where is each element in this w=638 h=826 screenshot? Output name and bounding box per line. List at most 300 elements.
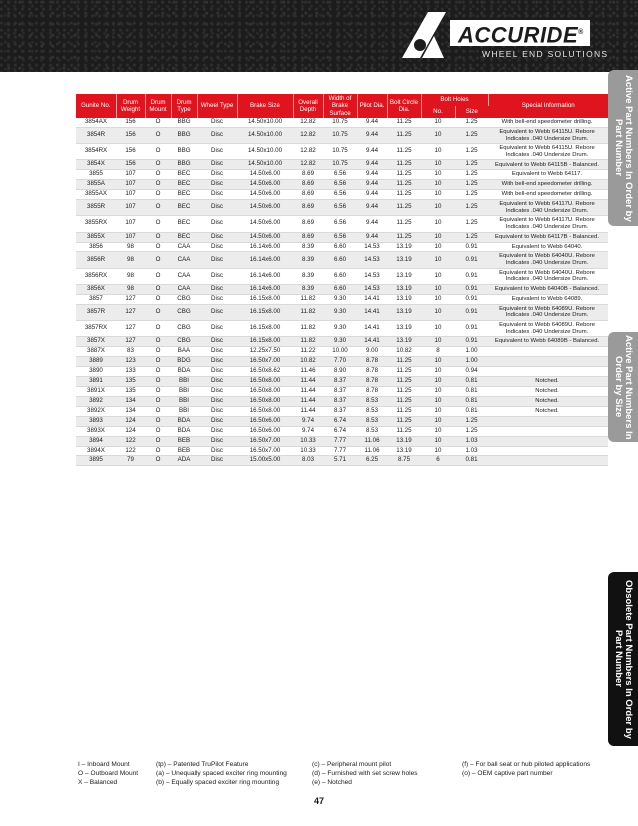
cell-drum-mount: O xyxy=(145,386,171,396)
cell-drum-mount: O xyxy=(145,367,171,377)
header-drum-mount: Drum Mount xyxy=(145,94,171,118)
tab-active-by-number-label: Active Part Numbers In Order by Part Number xyxy=(613,74,634,222)
cell-drum-weight: 135 xyxy=(116,376,145,386)
cell-special-info: With bell-end speedometer drilling. xyxy=(488,118,608,127)
cell-drum-weight: 127 xyxy=(116,304,145,320)
cell-pilot-dia: 9.44 xyxy=(357,232,387,242)
cell-gunite-no: 3893X xyxy=(76,426,116,436)
cell-width-brake-surface: 7.77 xyxy=(323,446,357,456)
cell-bolt-no: 10 xyxy=(421,160,455,170)
cell-brake-size: 16.50x7.00 xyxy=(237,357,293,367)
cell-wheel-type: Disc xyxy=(197,160,237,170)
cell-bolt-size: 1.25 xyxy=(455,144,488,160)
cell-bolt-circle-dia: 11.25 xyxy=(387,160,421,170)
cell-pilot-dia: 14.53 xyxy=(357,242,387,252)
cell-gunite-no: 3857X xyxy=(76,337,116,347)
cell-drum-weight: 107 xyxy=(116,200,145,216)
legend-item: (e) – Notched xyxy=(312,779,352,787)
cell-pilot-dia: 9.44 xyxy=(357,118,387,127)
cell-bolt-circle-dia: 13.19 xyxy=(387,284,421,294)
cell-drum-type: BDG xyxy=(171,357,197,367)
legend-pilots xyxy=(312,760,418,788)
cell-wheel-type: Disc xyxy=(197,347,237,357)
cell-bolt-circle-dia: 11.25 xyxy=(387,357,421,367)
cell-drum-mount: O xyxy=(145,170,171,180)
cell-pilot-dia: 8.53 xyxy=(357,406,387,416)
cell-wheel-type: Disc xyxy=(197,337,237,347)
cell-bolt-size: 0.91 xyxy=(455,337,488,347)
cell-pilot-dia: 14.41 xyxy=(357,320,387,336)
cell-brake-size: 16.15x8.00 xyxy=(237,337,293,347)
cell-bolt-no: 10 xyxy=(421,406,455,416)
cell-drum-type: ADA xyxy=(171,456,197,466)
cell-brake-size: 16.50x8.00 xyxy=(237,406,293,416)
cell-brake-size: 14.50x10.00 xyxy=(237,160,293,170)
cell-drum-mount: O xyxy=(145,416,171,426)
cell-brake-size: 16.15x8.00 xyxy=(237,320,293,336)
table-row xyxy=(76,426,608,436)
cell-special-info: Equivalent to Webb 64040U. Rebore Indicates .040 Undersize Drum. xyxy=(488,252,608,268)
cell-bolt-no: 10 xyxy=(421,304,455,320)
cell-drum-weight: 156 xyxy=(116,118,145,127)
table-row xyxy=(76,284,608,294)
cell-overall-depth: 9.74 xyxy=(293,426,323,436)
cell-bolt-no: 10 xyxy=(421,118,455,127)
table-row xyxy=(76,170,608,180)
legend-item: (a) – Unequally spaced exciter ring mounting xyxy=(156,770,287,778)
cell-width-brake-surface: 7.77 xyxy=(323,436,357,446)
cell-bolt-circle-dia: 8.75 xyxy=(387,456,421,466)
cell-drum-mount: O xyxy=(145,144,171,160)
cell-bolt-no: 10 xyxy=(421,190,455,200)
cell-wheel-type: Disc xyxy=(197,127,237,143)
legend-item: X – Balanced xyxy=(78,779,118,787)
cell-brake-size: 14.50x6.00 xyxy=(237,200,293,216)
cell-drum-mount: O xyxy=(145,436,171,446)
cell-special-info: Equivalent to Webb 64089. xyxy=(488,294,608,304)
table-row xyxy=(76,200,608,216)
cell-pilot-dia: 14.41 xyxy=(357,294,387,304)
cell-width-brake-surface: 10.75 xyxy=(323,118,357,127)
cell-brake-size: 16.50x8.00 xyxy=(237,396,293,406)
cell-drum-weight: 83 xyxy=(116,347,145,357)
cell-brake-size: 14.50x10.00 xyxy=(237,144,293,160)
cell-wheel-type: Disc xyxy=(197,294,237,304)
cell-bolt-circle-dia: 11.25 xyxy=(387,216,421,232)
cell-bolt-size: 0.91 xyxy=(455,304,488,320)
table-row xyxy=(76,180,608,190)
cell-brake-size: 16.50x8.00 xyxy=(237,376,293,386)
cell-gunite-no: 3854RX xyxy=(76,144,116,160)
cell-special-info: Equivalent to Webb 64115U. Rebore Indicates .040 Undersize Drum. xyxy=(488,127,608,143)
cell-overall-depth: 10.82 xyxy=(293,357,323,367)
cell-bolt-circle-dia: 11.25 xyxy=(387,144,421,160)
cell-overall-depth: 8.69 xyxy=(293,200,323,216)
cell-overall-depth: 11.82 xyxy=(293,294,323,304)
legend-item: I – Inboard Mount xyxy=(78,761,130,768)
cell-pilot-dia: 9.44 xyxy=(357,144,387,160)
cell-bolt-size: 0.91 xyxy=(455,294,488,304)
cell-width-brake-surface: 6.56 xyxy=(323,216,357,232)
cell-wheel-type: Disc xyxy=(197,386,237,396)
cell-drum-weight: 156 xyxy=(116,160,145,170)
cell-special-info: Equivalent to Webb 64040. xyxy=(488,242,608,252)
cell-bolt-no: 10 xyxy=(421,426,455,436)
cell-gunite-no: 3891X xyxy=(76,386,116,396)
tab-active-by-number[interactable] xyxy=(608,70,638,226)
cell-special-info: Equivalent to Webb 64089B - Balanced. xyxy=(488,337,608,347)
cell-drum-type: CBG xyxy=(171,294,197,304)
cell-width-brake-surface: 6.74 xyxy=(323,426,357,436)
cell-drum-type: BEC xyxy=(171,232,197,242)
table-row xyxy=(76,294,608,304)
cell-bolt-no: 10 xyxy=(421,216,455,232)
cell-drum-mount: O xyxy=(145,446,171,456)
cell-gunite-no: 3855 xyxy=(76,170,116,180)
cell-overall-depth: 12.82 xyxy=(293,127,323,143)
cell-gunite-no: 3856RX xyxy=(76,268,116,284)
cell-bolt-circle-dia: 11.25 xyxy=(387,118,421,127)
cell-drum-weight: 134 xyxy=(116,396,145,406)
cell-pilot-dia: 8.53 xyxy=(357,396,387,406)
cell-wheel-type: Disc xyxy=(197,232,237,242)
cell-bolt-no: 10 xyxy=(421,242,455,252)
cell-overall-depth: 11.82 xyxy=(293,304,323,320)
cell-drum-type: BAA xyxy=(171,347,197,357)
cell-bolt-no: 10 xyxy=(421,376,455,386)
cell-wheel-type: Disc xyxy=(197,268,237,284)
cell-drum-type: BEB xyxy=(171,436,197,446)
cell-wheel-type: Disc xyxy=(197,118,237,127)
cell-wheel-type: Disc xyxy=(197,416,237,426)
cell-drum-weight: 107 xyxy=(116,216,145,232)
cell-overall-depth: 11.46 xyxy=(293,367,323,377)
cell-overall-depth: 10.33 xyxy=(293,446,323,456)
cell-gunite-no: 3890 xyxy=(76,367,116,377)
cell-width-brake-surface: 6.60 xyxy=(323,252,357,268)
cell-drum-weight: 156 xyxy=(116,127,145,143)
cell-special-info xyxy=(488,367,608,377)
header-gunite-no: Gunite No. xyxy=(76,94,116,118)
cell-special-info xyxy=(488,416,608,426)
cell-brake-size: 14.50x6.00 xyxy=(237,190,293,200)
cell-gunite-no: 3892 xyxy=(76,396,116,406)
cell-wheel-type: Disc xyxy=(197,242,237,252)
cell-bolt-size: 0.91 xyxy=(455,284,488,294)
cell-drum-type: CAA xyxy=(171,242,197,252)
cell-gunite-no: 3856 xyxy=(76,242,116,252)
cell-width-brake-surface: 7.70 xyxy=(323,357,357,367)
cell-overall-depth: 11.82 xyxy=(293,320,323,336)
cell-gunite-no: 3857RX xyxy=(76,320,116,336)
cell-brake-size: 16.14x6.00 xyxy=(237,284,293,294)
cell-drum-mount: O xyxy=(145,127,171,143)
cell-bolt-circle-dia: 13.19 xyxy=(387,337,421,347)
cell-wheel-type: Disc xyxy=(197,436,237,446)
cell-brake-size: 16.14x6.00 xyxy=(237,242,293,252)
legend-item: (b) – Equally spaced exciter ring mounting xyxy=(156,779,280,787)
cell-bolt-no: 10 xyxy=(421,180,455,190)
cell-width-brake-surface: 6.56 xyxy=(323,200,357,216)
cell-pilot-dia: 9.44 xyxy=(357,170,387,180)
cell-overall-depth: 8.69 xyxy=(293,232,323,242)
table-row xyxy=(76,436,608,446)
cell-bolt-circle-dia: 11.25 xyxy=(387,367,421,377)
cell-drum-weight: 124 xyxy=(116,416,145,426)
cell-bolt-size: 0.91 xyxy=(455,242,488,252)
cell-bolt-no: 10 xyxy=(421,337,455,347)
cell-pilot-dia: 8.78 xyxy=(357,357,387,367)
legend-item: (o) – OEM captive part number xyxy=(462,770,553,778)
cell-wheel-type: Disc xyxy=(197,426,237,436)
cell-width-brake-surface: 6.60 xyxy=(323,268,357,284)
cell-bolt-circle-dia: 11.25 xyxy=(387,376,421,386)
cell-width-brake-surface: 9.30 xyxy=(323,294,357,304)
table-row xyxy=(76,118,608,127)
cell-special-info: With bell-end speedometer drilling. xyxy=(488,190,608,200)
cell-special-info xyxy=(488,357,608,367)
cell-wheel-type: Disc xyxy=(197,367,237,377)
cell-overall-depth: 12.82 xyxy=(293,144,323,160)
cell-special-info xyxy=(488,436,608,446)
table-row xyxy=(76,268,608,284)
cell-drum-type: BDA xyxy=(171,416,197,426)
cell-overall-depth: 12.82 xyxy=(293,160,323,170)
cell-gunite-no: 3895 xyxy=(76,456,116,466)
cell-gunite-no: 3889 xyxy=(76,357,116,367)
cell-bolt-circle-dia: 11.25 xyxy=(387,200,421,216)
page-number: 47 xyxy=(313,796,324,806)
tab-obsolete-by-number[interactable] xyxy=(608,572,638,746)
cell-drum-weight: 122 xyxy=(116,446,145,456)
cell-pilot-dia: 9.44 xyxy=(357,160,387,170)
table-row xyxy=(76,456,608,466)
cell-bolt-size: 0.81 xyxy=(455,456,488,466)
cell-gunite-no: 3855A xyxy=(76,180,116,190)
cell-drum-type: BBG xyxy=(171,160,197,170)
cell-special-info: Notched. xyxy=(488,386,608,396)
cell-bolt-size: 0.91 xyxy=(455,268,488,284)
cell-drum-mount: O xyxy=(145,426,171,436)
cell-bolt-circle-dia: 13.19 xyxy=(387,320,421,336)
legend-item: (c) – Peripheral mount pilot xyxy=(312,761,392,768)
cell-width-brake-surface: 9.30 xyxy=(323,337,357,347)
header-bolt-size: Size xyxy=(455,106,488,118)
cell-gunite-no: 3854R xyxy=(76,127,116,143)
cell-drum-weight: 107 xyxy=(116,170,145,180)
cell-brake-size: 14.50x10.00 xyxy=(237,118,293,127)
cell-width-brake-surface: 8.90 xyxy=(323,367,357,377)
cell-bolt-circle-dia: 11.25 xyxy=(387,386,421,396)
cell-width-brake-surface: 8.37 xyxy=(323,376,357,386)
cell-bolt-size: 0.94 xyxy=(455,367,488,377)
cell-special-info xyxy=(488,347,608,357)
cell-drum-weight: 127 xyxy=(116,337,145,347)
header-banner xyxy=(0,0,638,72)
cell-special-info: Notched. xyxy=(488,406,608,416)
cell-bolt-circle-dia: 11.25 xyxy=(387,416,421,426)
cell-drum-type: CBG xyxy=(171,337,197,347)
cell-bolt-size: 1.25 xyxy=(455,180,488,190)
cell-bolt-no: 10 xyxy=(421,144,455,160)
cell-gunite-no: 3856X xyxy=(76,284,116,294)
cell-pilot-dia: 9.44 xyxy=(357,127,387,143)
cell-special-info: Equivalent to Webb 64115B - Balanced. xyxy=(488,160,608,170)
table-row xyxy=(76,416,608,426)
legend-item: O – Outboard Mount xyxy=(78,770,139,778)
cell-drum-type: BBI xyxy=(171,406,197,416)
cell-special-info: Equivalent to Webb 64089U. Rebore Indicates .040 Undersize Drum. xyxy=(488,304,608,320)
table-row xyxy=(76,367,608,377)
cell-special-info: Equivalent to Webb 64089U. Rebore Indicates .040 Undersize Drum. xyxy=(488,320,608,336)
cell-gunite-no: 3887X xyxy=(76,347,116,357)
table-body xyxy=(76,118,608,466)
cell-overall-depth: 8.69 xyxy=(293,190,323,200)
cell-bolt-circle-dia: 11.25 xyxy=(387,180,421,190)
table-row xyxy=(76,252,608,268)
cell-bolt-no: 10 xyxy=(421,446,455,456)
cell-special-info: With bell-end speedometer drilling. xyxy=(488,180,608,190)
cell-special-info: Equivalent to Webb 64117U. Rebore Indicates .040 Undersize Drum. xyxy=(488,216,608,232)
cell-brake-size: 16.50x7.00 xyxy=(237,436,293,446)
part-table xyxy=(76,94,608,466)
cell-wheel-type: Disc xyxy=(197,446,237,456)
cell-pilot-dia: 14.53 xyxy=(357,252,387,268)
cell-drum-type: BBI xyxy=(171,376,197,386)
cell-width-brake-surface: 6.60 xyxy=(323,284,357,294)
cell-width-brake-surface: 6.56 xyxy=(323,180,357,190)
cell-pilot-dia: 8.53 xyxy=(357,416,387,426)
cell-width-brake-surface: 9.30 xyxy=(323,320,357,336)
cell-brake-size: 16.14x6.00 xyxy=(237,268,293,284)
cell-drum-mount: O xyxy=(145,357,171,367)
table-row xyxy=(76,242,608,252)
cell-bolt-no: 10 xyxy=(421,294,455,304)
cell-width-brake-surface: 10.75 xyxy=(323,160,357,170)
cell-brake-size: 16.50x7.00 xyxy=(237,446,293,456)
cell-gunite-no: 3855X xyxy=(76,232,116,242)
cell-bolt-circle-dia: 11.25 xyxy=(387,127,421,143)
cell-wheel-type: Disc xyxy=(197,200,237,216)
cell-drum-mount: O xyxy=(145,268,171,284)
cell-overall-depth: 11.44 xyxy=(293,396,323,406)
cell-bolt-size: 1.25 xyxy=(455,426,488,436)
cell-overall-depth: 8.39 xyxy=(293,242,323,252)
cell-brake-size: 14.50x6.00 xyxy=(237,216,293,232)
cell-pilot-dia: 9.44 xyxy=(357,180,387,190)
logo-tagline: WHEEL END SOLUTIONS xyxy=(482,49,609,59)
cell-bolt-size: 1.25 xyxy=(455,170,488,180)
cell-bolt-no: 10 xyxy=(421,284,455,294)
cell-special-info: Equivalent to Webb 64117. xyxy=(488,170,608,180)
cell-pilot-dia: 8.53 xyxy=(357,426,387,436)
cell-drum-type: CAA xyxy=(171,268,197,284)
cell-width-brake-surface: 6.56 xyxy=(323,170,357,180)
table-row xyxy=(76,127,608,143)
legend-item: (f) – For ball seat or hub piloted applications xyxy=(462,761,591,768)
cell-width-brake-surface: 8.37 xyxy=(323,406,357,416)
cell-bolt-circle-dia: 11.25 xyxy=(387,396,421,406)
cell-pilot-dia: 9.44 xyxy=(357,190,387,200)
cell-brake-size: 15.00x5.00 xyxy=(237,456,293,466)
cell-width-brake-surface: 8.37 xyxy=(323,396,357,406)
cell-pilot-dia: 8.78 xyxy=(357,376,387,386)
cell-brake-size: 12.25x7.50 xyxy=(237,347,293,357)
cell-width-brake-surface: 10.75 xyxy=(323,127,357,143)
cell-brake-size: 16.50x6.00 xyxy=(237,416,293,426)
cell-drum-type: CBG xyxy=(171,304,197,320)
cell-width-brake-surface: 6.56 xyxy=(323,232,357,242)
cell-bolt-no: 10 xyxy=(421,436,455,446)
cell-width-brake-surface: 6.56 xyxy=(323,190,357,200)
table-row xyxy=(76,396,608,406)
cell-drum-weight: 107 xyxy=(116,190,145,200)
table-row xyxy=(76,446,608,456)
cell-drum-type: CAA xyxy=(171,252,197,268)
header-overall-depth: Overall Depth xyxy=(293,94,323,118)
cell-bolt-size: 1.25 xyxy=(455,190,488,200)
cell-drum-weight: 123 xyxy=(116,357,145,367)
cell-gunite-no: 3892X xyxy=(76,406,116,416)
header-drum-weight: Drum Weight xyxy=(116,94,145,118)
tab-obsolete-by-number-label: Obsolete Part Numbers In Order by Part Number xyxy=(613,579,634,739)
cell-drum-weight: 107 xyxy=(116,180,145,190)
cell-bolt-size: 1.25 xyxy=(455,118,488,127)
cell-brake-size: 16.14x6.00 xyxy=(237,252,293,268)
cell-drum-mount: O xyxy=(145,337,171,347)
cell-drum-type: CBG xyxy=(171,320,197,336)
cell-bolt-size: 1.25 xyxy=(455,216,488,232)
cell-wheel-type: Disc xyxy=(197,304,237,320)
table-row xyxy=(76,386,608,396)
cell-drum-weight: 98 xyxy=(116,242,145,252)
header-bolt-holes: Bolt Holes xyxy=(421,94,488,106)
tab-active-by-size[interactable] xyxy=(608,332,638,442)
cell-brake-size: 14.50x6.00 xyxy=(237,170,293,180)
cell-drum-weight: 156 xyxy=(116,144,145,160)
cell-drum-mount: O xyxy=(145,376,171,386)
cell-drum-type: BEC xyxy=(171,180,197,190)
cell-drum-weight: 98 xyxy=(116,252,145,268)
cell-drum-type: BEC xyxy=(171,170,197,180)
cell-bolt-size: 0.81 xyxy=(455,406,488,416)
cell-special-info: Notched. xyxy=(488,396,608,406)
cell-overall-depth: 11.44 xyxy=(293,406,323,416)
cell-brake-size: 16.50x6.00 xyxy=(237,426,293,436)
cell-drum-mount: O xyxy=(145,200,171,216)
cell-drum-mount: O xyxy=(145,347,171,357)
cell-drum-mount: O xyxy=(145,252,171,268)
cell-drum-weight: 134 xyxy=(116,406,145,416)
cell-pilot-dia: 8.78 xyxy=(357,367,387,377)
cell-drum-mount: O xyxy=(145,396,171,406)
cell-drum-weight: 98 xyxy=(116,284,145,294)
cell-drum-type: BBG xyxy=(171,127,197,143)
cell-bolt-size: 0.81 xyxy=(455,386,488,396)
cell-overall-depth: 11.44 xyxy=(293,386,323,396)
cell-bolt-no: 10 xyxy=(421,232,455,242)
cell-bolt-no: 10 xyxy=(421,386,455,396)
cell-pilot-dia: 9.44 xyxy=(357,216,387,232)
table-row xyxy=(76,216,608,232)
header-pilot-dia: Pilot Dia. xyxy=(357,94,387,118)
cell-bolt-no: 10 xyxy=(421,396,455,406)
cell-wheel-type: Disc xyxy=(197,252,237,268)
header-bolt-circle-dia: Bolt Circle Dia. xyxy=(387,94,421,118)
cell-bolt-no: 10 xyxy=(421,127,455,143)
cell-drum-weight: 135 xyxy=(116,386,145,396)
legend-features xyxy=(156,760,287,788)
